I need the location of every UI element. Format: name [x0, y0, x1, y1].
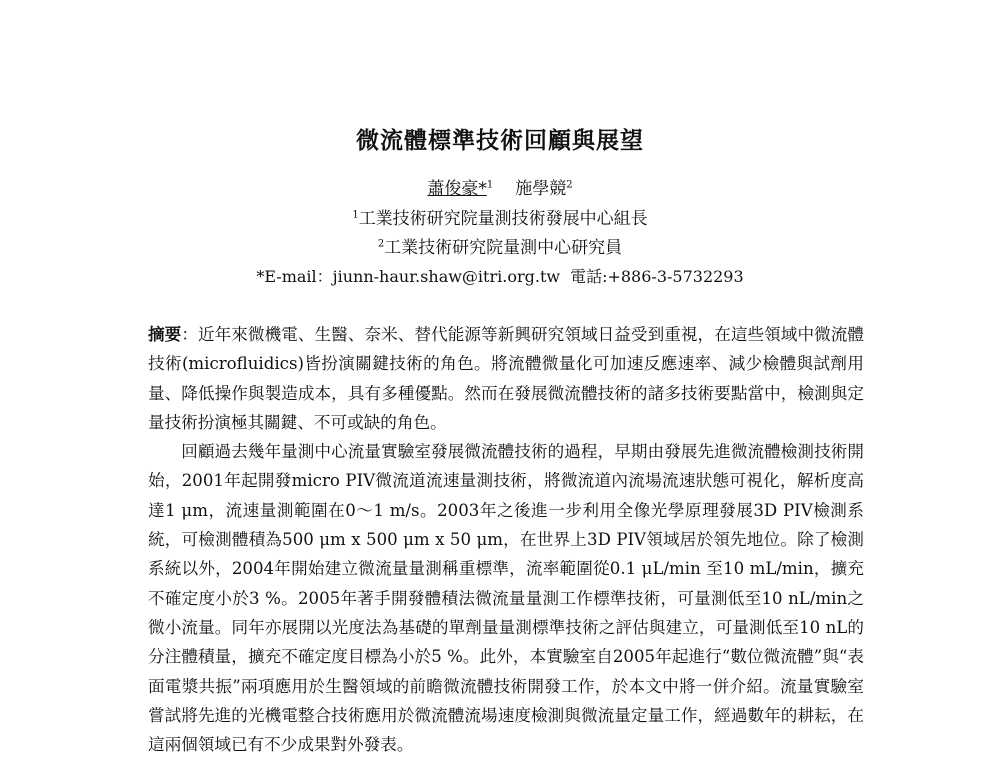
affiliation-2	[0, 233, 1000, 258]
contact-line	[0, 264, 1000, 287]
author-line	[0, 174, 1000, 199]
paper-title: 微流體標準技術回顧與展望	[356, 128, 644, 154]
author-1-name: 蕭俊豪*	[427, 179, 487, 199]
abstract-label: 摘要	[148, 325, 182, 344]
abstract-paragraph	[148, 320, 864, 437]
abstract-text: ：近年來微機電、生醫、奈米、替代能源等新興研究領域日益受到重視，在這些領域中微流體技術(microfluidics)皆扮演關鍵技術的角色。將流體微量化可加速反應速率、減少檢體與試劑用量、降低操作與製造成本，具有多種優點。然而在發展微流體技術的諸多技術要點當中，檢測與定量技術扮演極其關鍵、不可或缺的角色。	[148, 325, 865, 432]
body-text	[148, 320, 864, 759]
affiliation-1-mark: 1	[352, 209, 359, 221]
author-1-affiliation-mark: 1	[486, 179, 494, 191]
contact-email: *E-mail：jiunn-haur.shaw@itri.org.tw	[256, 267, 561, 286]
author-2-name: 施學競	[515, 179, 567, 199]
affiliation-2-mark: 2	[377, 238, 385, 250]
contact-phone: 電話:+886-3-5732293	[570, 267, 744, 286]
affiliation-1	[0, 204, 1000, 229]
affiliation-2-text: 工業技術研究院量測中心研究員	[384, 238, 623, 258]
author-2-affiliation-mark: 2	[566, 179, 573, 191]
affiliation-1-text: 工業技術研究院量測技術發展中心組長	[358, 209, 648, 229]
body-paragraph: 回顧過去幾年量測中心流量實驗室發展微流體技術的過程，早期由發展先進微流體檢測技術開始，2001年起開發micro PIV微流道流速量測技術，將微流道內流場流速狀態可視化，解析度高達1 μm，流速量測範圍在0～1 m/s。2003年之後進一步利用全像光學原理發展3D PIV檢測系統，可檢測體積為500 μm x 500 μm x 50 μm，在世界上3D PIV領域居於領先地位。除了檢測系統以外，2004年開始建立微流量量測稱重標準，流率範圍從0.1 μL/min 至10 mL/min，擴充不確定度小於3 %。2005年著手開發體積法微流量量測工作標準技術，可量測低至10 nL/min之微小流量。同年亦展開以光度法為基礎的單劑量量測標準技術之評估與建立，可量測低至10 nL的分注體積量，擴充不確定度目標為小於5 %。此外，本實驗室自2005年起進行“數位微流體”與“表面電漿共振”兩項應用於生醫領域的前瞻微流體技術開發工作，於本文中將一併介紹。流量實驗室嘗試將先進的光機電整合技術應用於微流體流場速度檢測與微流量定量工作，經過數年的耕耘，在這兩個領域已有不少成果對外發表。	[148, 442, 864, 755]
